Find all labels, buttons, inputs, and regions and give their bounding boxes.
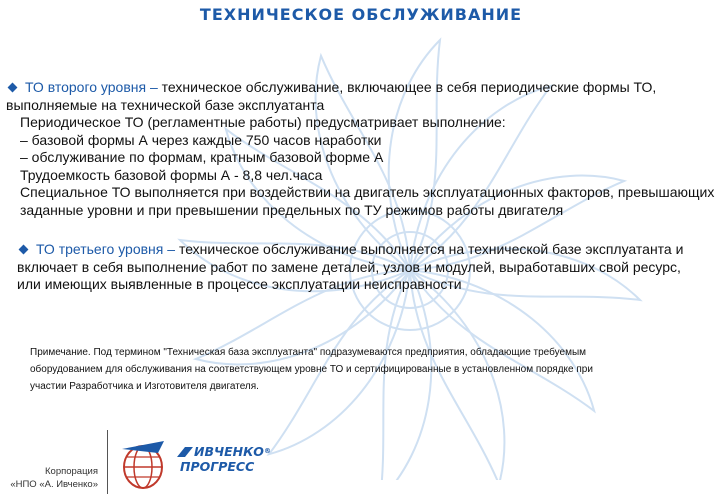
level-two-maintenance-section: [6, 79, 718, 219]
level-two-line: Специальное ТО выполняется при воздействии на двигатель эксплуатационных факторов, превышающих: [20, 184, 715, 200]
globe-emblem-icon: [118, 437, 168, 493]
level-two-line: Периодическое ТО (регламентные работы) предусматривает выполнение:: [20, 114, 506, 130]
footnote-line: участии Разработчика и Изготовителя двигателя.: [30, 381, 259, 392]
level-three-lead-line: [17, 241, 717, 259]
term-dash: –: [146, 79, 162, 95]
progress-swoosh-icon: [176, 445, 194, 459]
diamond-bullet-icon: [19, 245, 29, 255]
corporation-line: Корпорация: [45, 466, 98, 477]
level-two-line: заданные уровни и при превышении предельных по ТУ режимов работы двигателя: [20, 201, 564, 218]
page-title: ТЕХНИЧЕСКОЕ ОБСЛУЖИВАНИЕ: [199, 5, 523, 24]
footnote-line: оборудованием для обслуживания на соответствующем уровне ТО и сертифицированные в установленном порядке при: [30, 364, 593, 375]
level-three-maintenance-section: [17, 241, 717, 294]
level-two-line: – базовой формы А через каждые 750 часов наработки: [20, 131, 382, 148]
logo-word-progress: ПРОГРЕСС: [180, 459, 255, 474]
term-dash: –: [163, 241, 179, 257]
footnote-line: Примечание. Под термином "Техническая база эксплуатанта" подразумеваются предприятия, обладающие требуемым: [30, 347, 587, 358]
level-two-line: – обслуживание по формам, кратным базовой форме А: [20, 149, 384, 165]
level-three-term: ТО третьего уровня: [36, 241, 164, 257]
logo-word-ivchenko: ИВЧЕНКО: [194, 444, 264, 459]
level-two-line: Трудоемкость базовой формы А - 8,8 чел.часа: [20, 166, 323, 183]
level-two-lead-continuation: выполняемые на технической базе эксплуатанта: [6, 96, 325, 113]
level-three-line: включает в себя выполнение работ по замене деталей, узлов и модулей, выработавших свой ресурс,: [17, 258, 681, 275]
diamond-bullet-icon: [8, 83, 18, 93]
ivchenko-progress-logo: [176, 444, 271, 474]
level-three-lead-text: техническое обслуживание выполняется на технической базе эксплуатанта и: [178, 241, 684, 257]
level-two-lead-line: [6, 79, 718, 97]
level-two-term: ТО второго уровня: [25, 79, 147, 95]
level-two-lead-text: техническое обслуживание, включающее в себя периодические формы ТО,: [161, 79, 657, 95]
corporation-label: [0, 465, 98, 491]
level-three-line: или имеющих выявленные в процессе эксплуатации неисправности: [17, 276, 462, 292]
corporation-name: «НПО «А. Ивченко»: [10, 479, 98, 490]
registered-mark: ®: [263, 447, 271, 455]
footer-divider: [107, 430, 108, 494]
footnote: [30, 344, 690, 395]
